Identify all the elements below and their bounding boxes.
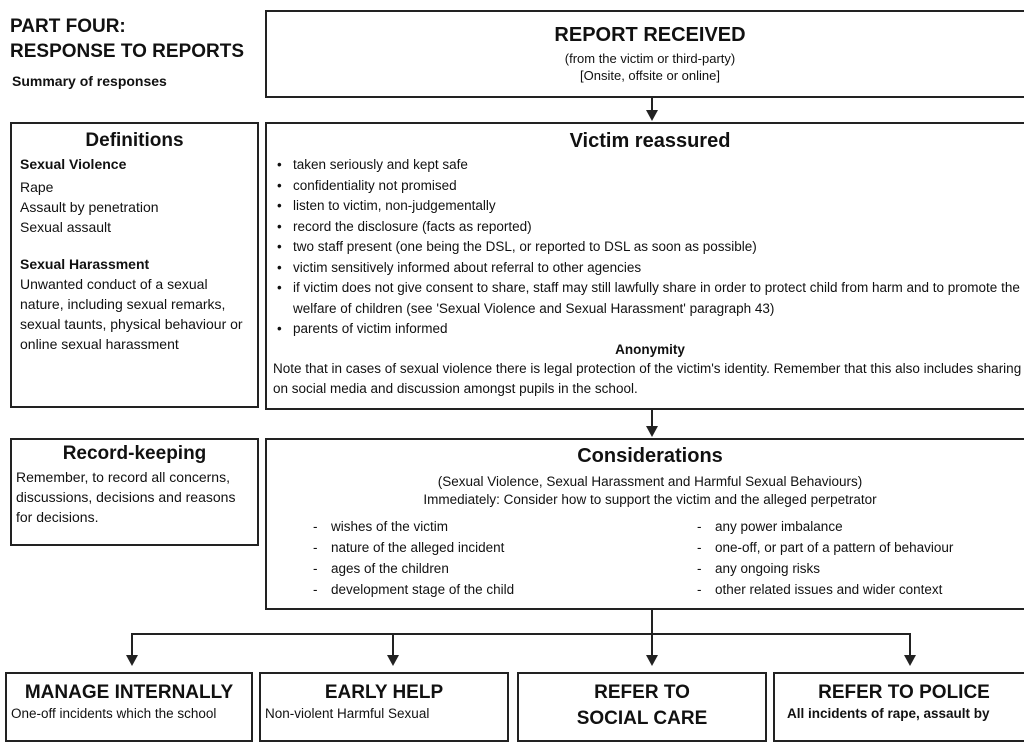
- list-item: • confidentiality not promised: [293, 176, 1023, 197]
- victim-reassured-list: [273, 155, 1023, 340]
- record-keeping-box: [10, 438, 259, 546]
- list-item: - wishes of the victim: [331, 516, 661, 537]
- list-item: - any ongoing risks: [715, 558, 1024, 579]
- part-title: [10, 14, 244, 64]
- arrow-down-icon: [904, 655, 916, 666]
- early-help-title: EARLY HELP: [324, 682, 444, 703]
- report-received-line2: [Onsite, offsite or online]: [580, 68, 720, 83]
- sexual-violence-item: Rape: [20, 179, 54, 195]
- record-keeping-title: Record-keeping: [62, 443, 207, 464]
- record-keeping-text: Remember, to record all concerns, discussions, decisions and reasons for decisions.: [16, 469, 236, 525]
- definitions-box: [10, 122, 259, 408]
- report-received-box: [265, 10, 1024, 98]
- report-received-title: REPORT RECEIVED: [554, 24, 746, 46]
- social-care-title: REFER TO: [594, 682, 690, 703]
- list-item: - nature of the alleged incident: [331, 537, 661, 558]
- refer-to-police-title: REFER TO POLICE: [818, 682, 990, 703]
- connector-line: [909, 633, 911, 657]
- connector-line: [131, 633, 911, 635]
- list-item: - one-off, or part of a pattern of behaviour: [715, 537, 1024, 558]
- refer-to-police-box: [773, 672, 1024, 742]
- list-item: • listen to victim, non-judgementally: [293, 196, 1023, 217]
- connector-line: [651, 610, 653, 635]
- sexual-violence-item: Sexual assault: [20, 219, 112, 235]
- considerations-title: Considerations: [577, 445, 723, 467]
- list-item: - any power imbalance: [715, 516, 1024, 537]
- part-title-line2: RESPONSE TO REPORTS: [10, 41, 245, 62]
- victim-reassured-title: Victim reassured: [569, 130, 731, 152]
- list-item: • victim sensitively informed about referral to other agencies: [293, 258, 1023, 279]
- considerations-right-list: [691, 516, 1024, 600]
- victim-reassured-box: [265, 122, 1024, 410]
- arrow-down-icon: [387, 655, 399, 666]
- list-item: • if victim does not give consent to share, staff may still lawfully share in order to protect child from harm and to promote the welfare of children (see 'Sexual Violence and Sexual Harassment' paragraph 43): [293, 278, 1023, 319]
- part-title-line1: PART FOUR:: [10, 16, 126, 37]
- summary-label: Summary of responses: [12, 73, 167, 89]
- manage-internally-text: One-off incidents which the school: [11, 706, 217, 721]
- considerations-box: [265, 438, 1024, 610]
- list-item: • parents of victim informed: [293, 319, 1023, 340]
- manage-internally-box: [5, 672, 253, 742]
- connector-line: [392, 633, 394, 657]
- considerations-left-list: [307, 516, 661, 600]
- list-item: - other related issues and wider context: [715, 579, 1024, 600]
- arrow-down-icon: [126, 655, 138, 666]
- list-item: - ages of the children: [331, 558, 661, 579]
- list-item: • taken seriously and kept safe: [293, 155, 1023, 176]
- list-item: • record the disclosure (facts as reported): [293, 217, 1023, 238]
- early-help-text: Non-violent Harmful Sexual: [265, 706, 430, 721]
- anonymity-text: Note that in cases of sexual violence there is legal protection of the victim's identity. Remember that this also includes sharing on social media and discussion amongst pupils in the school.: [273, 360, 1022, 396]
- manage-internally-title: MANAGE INTERNALLY: [24, 682, 234, 703]
- arrow-down-icon: [646, 426, 658, 437]
- considerations-line1: (Sexual Violence, Sexual Harassment and Harmful Sexual Behaviours): [437, 474, 863, 489]
- early-help-box: [259, 672, 509, 742]
- sexual-violence-item: Assault by penetration: [20, 199, 159, 215]
- social-care-box: [517, 672, 767, 742]
- arrow-down-icon: [646, 655, 658, 666]
- refer-to-police-text: All incidents of rape, assault by: [787, 706, 990, 721]
- list-item: - development stage of the child: [331, 579, 661, 600]
- sexual-harassment-text: Unwanted conduct of a sexual nature, including sexual remarks, sexual taunts, physical behaviour or online sexual harassment: [20, 276, 243, 352]
- anonymity-title: Anonymity: [615, 341, 685, 357]
- sexual-violence-title: Sexual Violence: [20, 156, 127, 172]
- social-care-title2: SOCIAL CARE: [576, 708, 708, 729]
- definitions-title: Definitions: [85, 130, 184, 151]
- connector-line: [131, 633, 133, 657]
- arrow-down-icon: [646, 110, 658, 121]
- sexual-harassment-title: Sexual Harassment: [20, 256, 150, 272]
- considerations-line2: Immediately: Consider how to support the victim and the alleged perpetrator: [423, 492, 877, 507]
- report-received-line1: (from the victim or third-party): [564, 51, 736, 66]
- list-item: • two staff present (one being the DSL, or reported to DSL as soon as possible): [293, 237, 1023, 258]
- connector-line: [651, 633, 653, 657]
